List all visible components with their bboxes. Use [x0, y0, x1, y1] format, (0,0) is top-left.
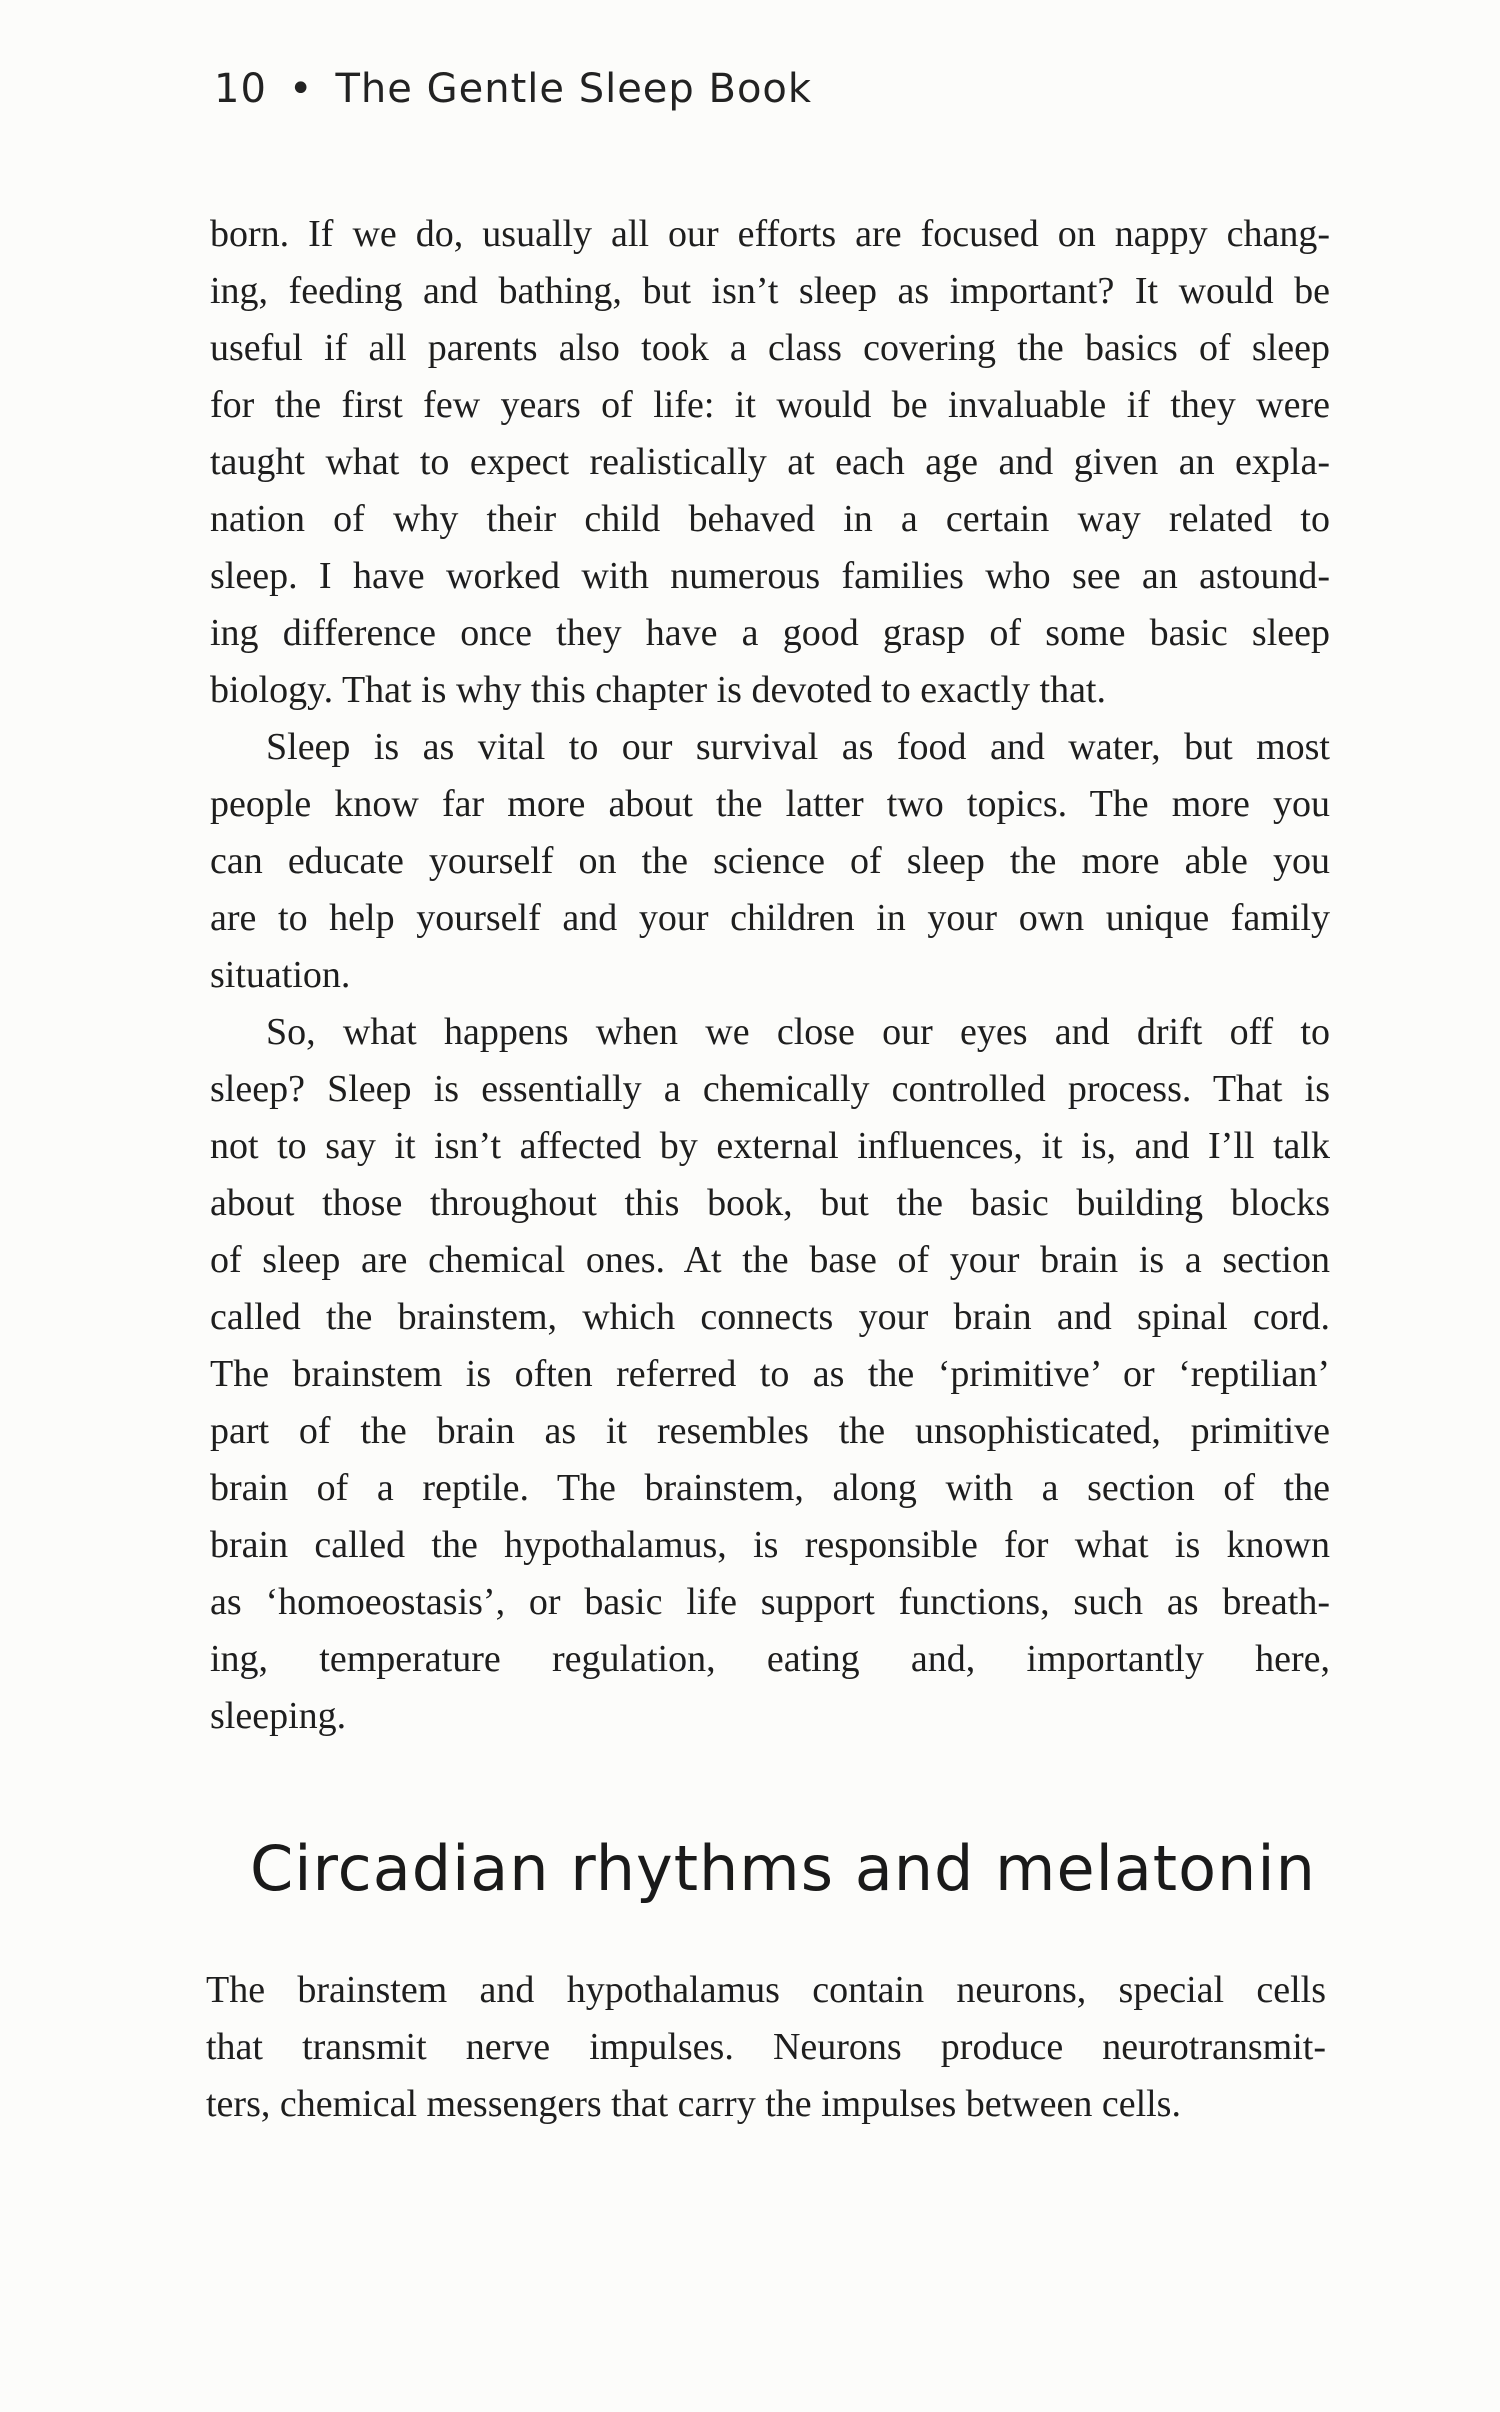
- text-line: biology. That is why this chapter is devoted to exactly that.: [210, 669, 1106, 711]
- book-title: The Gentle Sleep Book: [335, 66, 813, 112]
- text-line: as ‘homoeostasis’, or basic life support functions, such as breath-: [210, 1581, 1330, 1623]
- text-line: sleep? Sleep is essentially a chemically controlled process. That is: [210, 1068, 1330, 1110]
- text-line: sleep. I have worked with numerous families who see an astound-: [210, 555, 1330, 597]
- text-line: about those throughout this book, but the basic building blocks: [210, 1182, 1330, 1224]
- text-line: people know far more about the latter two topics. The more you: [210, 783, 1330, 825]
- text-line: part of the brain as it resembles the unsophisticated, primitive: [210, 1410, 1330, 1452]
- body-text: [210, 206, 1330, 1745]
- text-line: born. If we do, usually all our efforts are focused on nappy chang-: [210, 213, 1330, 255]
- section-body-text: [206, 1962, 1326, 2133]
- text-line: of sleep are chemical ones. At the base of your brain is a section: [210, 1239, 1330, 1281]
- text-line: ing difference once they have a good grasp of some basic sleep: [210, 612, 1330, 654]
- text-line: for the first few years of life: it would be invaluable if they were: [210, 384, 1330, 426]
- text-line: So, what happens when we close our eyes and drift off to: [266, 1011, 1330, 1053]
- text-line: sleeping.: [210, 1695, 347, 1737]
- text-line: Sleep is as vital to our survival as food and water, but most: [266, 726, 1330, 768]
- text-line: ing, temperature regulation, eating and, importantly here,: [210, 1638, 1330, 1680]
- text-line: called the brainstem, which connects your brain and spinal cord.: [210, 1296, 1330, 1338]
- text-line: brain called the hypothalamus, is responsible for what is known: [210, 1524, 1330, 1566]
- text-line: situation.: [210, 954, 351, 996]
- text-line: can educate yourself on the science of sleep the more able you: [210, 840, 1330, 882]
- header-separator: •: [288, 66, 314, 112]
- running-header: [214, 66, 812, 112]
- text-line: nation of why their child behaved in a certain way related to: [210, 498, 1330, 540]
- section-heading: Circadian rhythms and melatonin: [250, 1832, 1316, 1905]
- text-line: ters, chemical messengers that carry the impulses between cells.: [206, 2083, 1181, 2125]
- text-line: The brainstem is often referred to as the ‘primitive’ or ‘reptilian’: [210, 1353, 1330, 1395]
- text-line: not to say it isn’t affected by external influences, it is, and I’ll talk: [210, 1125, 1330, 1167]
- text-line: that transmit nerve impulses. Neurons produce neurotransmit-: [206, 2026, 1326, 2068]
- text-line: brain of a reptile. The brainstem, along with a section of the: [210, 1467, 1330, 1509]
- text-line: ing, feeding and bathing, but isn’t sleep as important? It would be: [210, 270, 1330, 312]
- page-number: 10: [214, 66, 267, 112]
- text-line: The brainstem and hypothalamus contain neurons, special cells: [206, 1969, 1326, 2011]
- text-line: useful if all parents also took a class covering the basics of sleep: [210, 327, 1330, 369]
- text-line: taught what to expect realistically at each age and given an expla-: [210, 441, 1330, 483]
- text-line: are to help yourself and your children in your own unique family: [210, 897, 1330, 939]
